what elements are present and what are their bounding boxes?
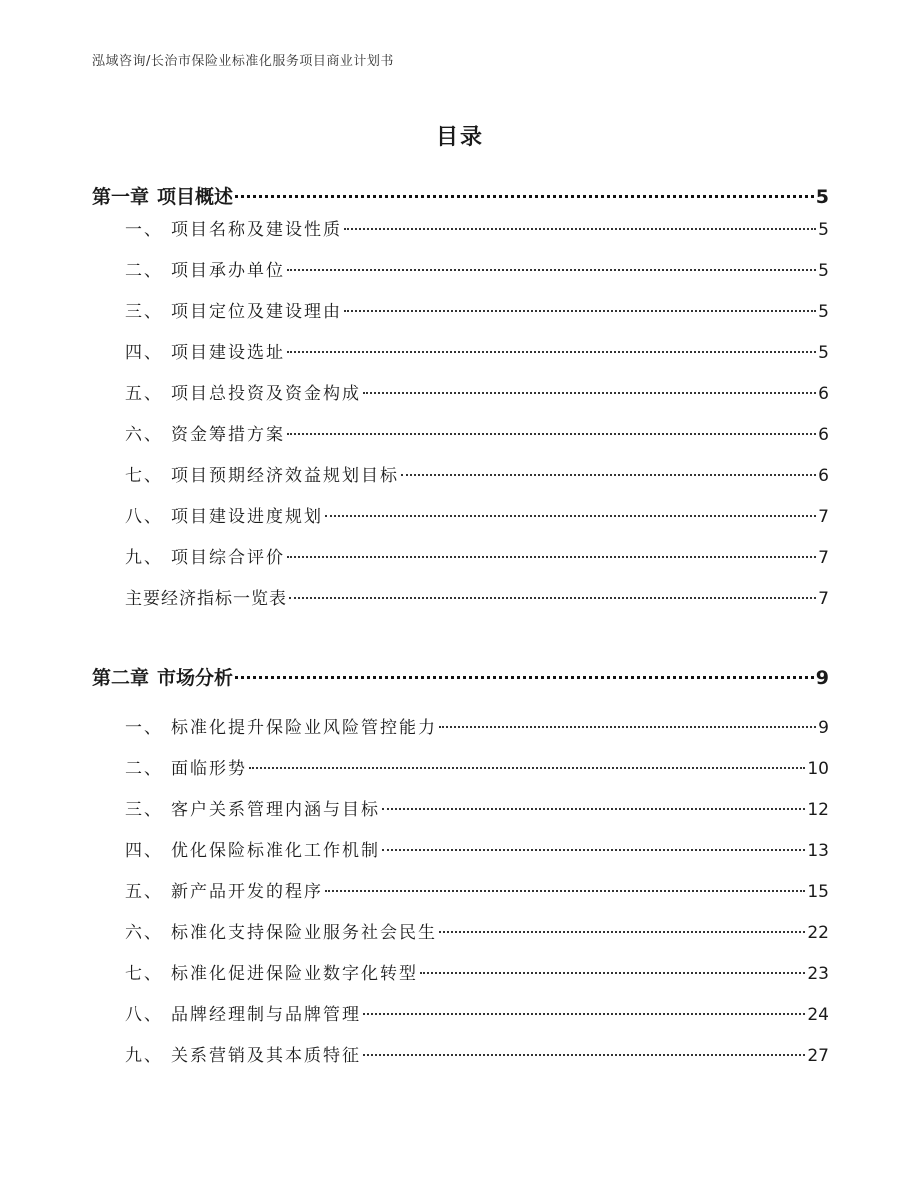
toc-section[interactable] bbox=[125, 1001, 829, 1029]
section-title: 项目名称及建设性质 bbox=[171, 220, 342, 240]
section-number: 三、 bbox=[125, 800, 163, 820]
dot-leader bbox=[287, 433, 816, 435]
section-number: 九、 bbox=[125, 1046, 163, 1066]
section-number: 三、 bbox=[125, 302, 163, 322]
section-number: 九、 bbox=[125, 548, 163, 568]
page-number: 7 bbox=[818, 507, 829, 527]
toc-chapter-2[interactable] bbox=[92, 664, 829, 692]
toc-section[interactable] bbox=[125, 216, 829, 244]
section-number: 二、 bbox=[125, 759, 163, 779]
page-number: 9 bbox=[815, 667, 829, 689]
dot-leader bbox=[439, 931, 805, 933]
section-number: 六、 bbox=[125, 425, 163, 445]
dot-leader bbox=[344, 228, 816, 230]
chapter-number: 第一章 bbox=[92, 186, 150, 208]
page-number: 9 bbox=[818, 718, 829, 738]
page-number: 13 bbox=[807, 841, 829, 861]
toc-section[interactable] bbox=[125, 796, 829, 824]
dot-leader bbox=[439, 726, 816, 728]
toc-title: 目录 bbox=[435, 125, 484, 150]
section-number: 一、 bbox=[125, 220, 163, 240]
page-number: 5 bbox=[818, 261, 829, 281]
dot-leader bbox=[287, 269, 816, 271]
toc-section[interactable] bbox=[125, 421, 829, 449]
section-title: 客户关系管理内涵与目标 bbox=[171, 800, 380, 820]
section-title: 项目建设进度规划 bbox=[171, 507, 323, 527]
toc-section[interactable] bbox=[125, 1042, 829, 1070]
page-number: 5 bbox=[818, 343, 829, 363]
dot-leader bbox=[363, 1054, 805, 1056]
section-number: 七、 bbox=[125, 964, 163, 984]
page-number: 22 bbox=[807, 923, 829, 943]
dot-leader bbox=[382, 849, 805, 851]
section-title: 项目定位及建设理由 bbox=[171, 302, 342, 322]
dot-leader bbox=[325, 515, 816, 517]
section-title: 关系营销及其本质特征 bbox=[171, 1046, 361, 1066]
toc-section[interactable] bbox=[125, 585, 829, 613]
dot-leader bbox=[235, 676, 814, 679]
chapter-title: 项目概述 bbox=[157, 186, 234, 208]
toc-section[interactable] bbox=[125, 503, 829, 531]
toc-section[interactable] bbox=[125, 837, 829, 865]
dot-leader bbox=[363, 1013, 805, 1015]
dot-leader bbox=[420, 972, 805, 974]
section-number: 七、 bbox=[125, 466, 163, 486]
dot-leader bbox=[363, 392, 816, 394]
section-title: 项目总投资及资金构成 bbox=[171, 384, 361, 404]
page-number: 12 bbox=[807, 800, 829, 820]
chapter-number: 第二章 bbox=[92, 667, 150, 689]
section-number: 五、 bbox=[125, 882, 163, 902]
dot-leader bbox=[287, 351, 816, 353]
toc-section[interactable] bbox=[125, 462, 829, 490]
page-number: 10 bbox=[807, 759, 829, 779]
dot-leader bbox=[249, 767, 805, 769]
page-number: 6 bbox=[818, 425, 829, 445]
section-title: 面临形势 bbox=[171, 759, 247, 779]
toc-chapter-1[interactable] bbox=[92, 183, 829, 211]
page-number: 15 bbox=[807, 882, 829, 902]
section-number: 一、 bbox=[125, 718, 163, 738]
section-title: 项目承办单位 bbox=[171, 261, 285, 281]
section-title: 项目建设选址 bbox=[171, 343, 285, 363]
section-number: 六、 bbox=[125, 923, 163, 943]
section-number: 四、 bbox=[125, 841, 163, 861]
section-title: 优化保险标准化工作机制 bbox=[171, 841, 380, 861]
dot-leader bbox=[325, 890, 805, 892]
toc-section[interactable] bbox=[125, 339, 829, 367]
toc-section[interactable] bbox=[125, 257, 829, 285]
section-title: 标准化促进保险业数字化转型 bbox=[171, 964, 418, 984]
toc-section[interactable] bbox=[125, 714, 829, 742]
toc-section[interactable] bbox=[125, 298, 829, 326]
section-title: 项目预期经济效益规划目标 bbox=[171, 466, 399, 486]
section-title: 品牌经理制与品牌管理 bbox=[171, 1005, 361, 1025]
toc-section[interactable] bbox=[125, 960, 829, 988]
section-number: 四、 bbox=[125, 343, 163, 363]
section-title: 标准化支持保险业服务社会民生 bbox=[171, 923, 437, 943]
section-number: 五、 bbox=[125, 384, 163, 404]
running-header: 泓域咨询/长治市保险业标准化服务项目商业计划书 bbox=[92, 54, 394, 69]
section-title: 主要经济指标一览表 bbox=[125, 589, 287, 609]
toc-section[interactable] bbox=[125, 919, 829, 947]
page-number: 7 bbox=[818, 548, 829, 568]
page-number: 5 bbox=[815, 186, 829, 208]
toc-section[interactable] bbox=[125, 878, 829, 906]
dot-leader bbox=[289, 597, 816, 599]
dot-leader bbox=[344, 310, 816, 312]
page-number: 27 bbox=[807, 1046, 829, 1066]
dot-leader bbox=[382, 808, 805, 810]
page-number: 5 bbox=[818, 220, 829, 240]
dot-leader bbox=[401, 474, 816, 476]
toc-section[interactable] bbox=[125, 380, 829, 408]
section-title: 资金筹措方案 bbox=[171, 425, 285, 445]
dot-leader bbox=[235, 195, 814, 198]
page-number: 6 bbox=[818, 384, 829, 404]
page-number: 23 bbox=[807, 964, 829, 984]
section-number: 八、 bbox=[125, 1005, 163, 1025]
section-title: 新产品开发的程序 bbox=[171, 882, 323, 902]
section-title: 标准化提升保险业风险管控能力 bbox=[171, 718, 437, 738]
page-number: 6 bbox=[818, 466, 829, 486]
toc-section[interactable] bbox=[125, 755, 829, 783]
toc-section[interactable] bbox=[125, 544, 829, 572]
page-number: 5 bbox=[818, 302, 829, 322]
section-number: 二、 bbox=[125, 261, 163, 281]
section-number: 八、 bbox=[125, 507, 163, 527]
chapter-title: 市场分析 bbox=[157, 667, 234, 689]
page-number: 24 bbox=[807, 1005, 829, 1025]
section-title: 项目综合评价 bbox=[171, 548, 285, 568]
page-number: 7 bbox=[818, 589, 829, 609]
dot-leader bbox=[287, 556, 816, 558]
